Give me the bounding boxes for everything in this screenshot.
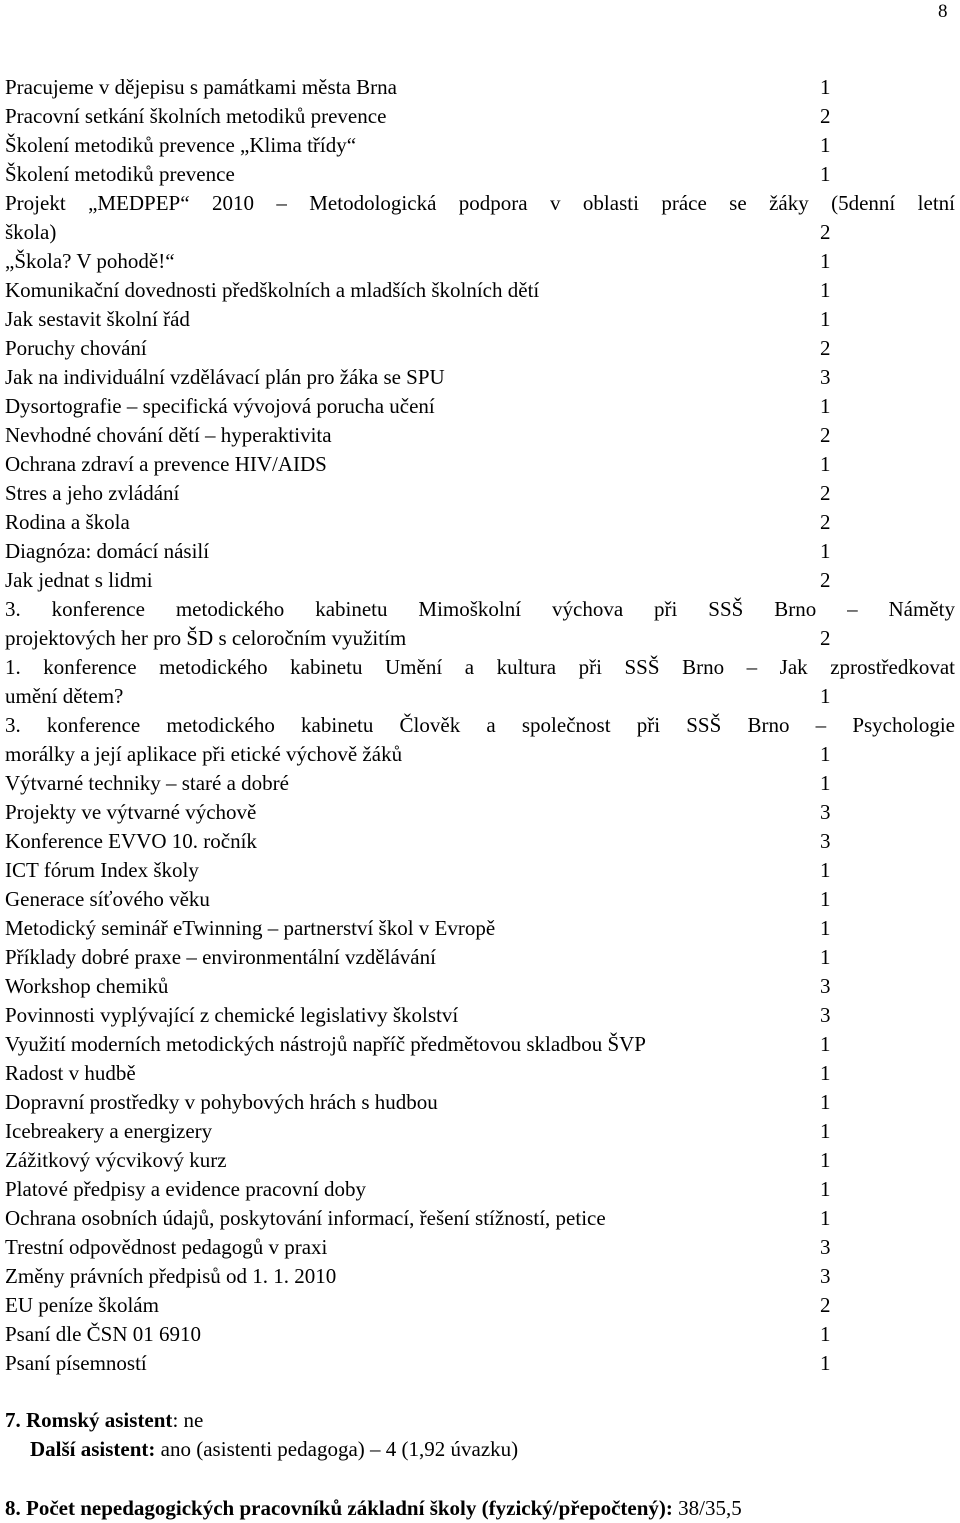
list-item xyxy=(5,885,955,914)
list-item-count: 1 xyxy=(820,162,831,186)
list-item xyxy=(5,102,955,131)
list-item-count: 1 xyxy=(820,858,831,882)
list-item-count: 3 xyxy=(820,829,831,853)
list-item xyxy=(5,1204,955,1233)
list-item-text-line1: Projekt „MEDPEP“ 2010 – Metodologická podpora v oblasti práce se žáky (5denní letní xyxy=(5,191,955,215)
list-item-count: 1 xyxy=(820,249,831,273)
list-item-text: Pracujeme v dějepisu s památkami města Brna xyxy=(5,75,397,99)
list-item-text: Platové předpisy a evidence pracovní doby xyxy=(5,1177,366,1201)
list-item-text: Projekty ve výtvarné výchově xyxy=(5,800,257,824)
list-item-count: 1 xyxy=(820,539,831,563)
list-item-count: 1 xyxy=(820,1322,831,1346)
list-item-text-line2: umění dětem? xyxy=(5,684,124,708)
list-item-count: 3 xyxy=(820,1003,831,1027)
list-item-count: 2 xyxy=(820,510,831,534)
list-item-text: Jak na individuální vzdělávací plán pro žáka se SPU xyxy=(5,365,445,389)
list-item-text: Komunikační dovednosti předškolních a mladších školních dětí xyxy=(5,278,540,302)
list-item-count: 1 xyxy=(820,452,831,476)
list-item xyxy=(5,1059,955,1088)
section-7-sub-value: ano (asistenti pedagoga) – 4 (1,92 úvazku) xyxy=(155,1437,519,1461)
list-item-text: Dopravní prostředky v pohybových hrách s hudbou xyxy=(5,1090,438,1114)
section-7-label: 7. Romský asistent xyxy=(5,1408,173,1432)
list-item xyxy=(5,943,955,972)
list-item-count: 1 xyxy=(820,394,831,418)
list-item-text-line1: 3. konference metodického kabinetu Člověk a společnost při SSŠ Brno – Psychologie xyxy=(5,713,955,737)
list-item-text: Generace síťového věku xyxy=(5,887,210,911)
list-item xyxy=(5,1175,955,1204)
list-item-count: 1 xyxy=(820,887,831,911)
list-item-count: 1 xyxy=(820,1061,831,1085)
section-7-sub xyxy=(30,1435,518,1464)
list-item-text: Poruchy chování xyxy=(5,336,147,360)
list-item-text: Stres a jeho zvládání xyxy=(5,481,180,505)
list-item xyxy=(5,1262,955,1291)
list-item-text: Ochrana zdraví a prevence HIV/AIDS xyxy=(5,452,327,476)
section-7 xyxy=(5,1406,203,1435)
list-item-text-line2: škola) xyxy=(5,220,57,244)
list-item-count: 1 xyxy=(820,307,831,331)
list-item-text: Změny právních předpisů od 1. 1. 2010 xyxy=(5,1264,337,1288)
list-item xyxy=(5,479,955,508)
list-item-text: „Škola? V pohodě!“ xyxy=(5,249,175,273)
list-item xyxy=(5,769,955,798)
list-item-text-line2: projektových her pro ŠD s celoročním využitím xyxy=(5,626,407,650)
list-item-text-line1: 3. konference metodického kabinetu Mimoškolní výchova při SSŠ Brno – Náměty xyxy=(5,597,955,621)
list-item-count: 2 xyxy=(820,1293,831,1317)
list-item-count: 2 xyxy=(820,481,831,505)
list-item-text: Pracovní setkání školních metodiků prevence xyxy=(5,104,387,128)
list-item-count: 1 xyxy=(820,1177,831,1201)
list-item-text: Icebreakery a energizery xyxy=(5,1119,213,1143)
list-item-text: Ochrana osobních údajů, poskytování informací, řešení stížností, petice xyxy=(5,1206,606,1230)
list-item-count: 3 xyxy=(820,365,831,389)
list-item-text: Radost v hudbě xyxy=(5,1061,136,1085)
list-item xyxy=(5,537,955,566)
page-number: 8 xyxy=(938,1,948,22)
list-item xyxy=(5,566,955,595)
list-item-text: Trestní odpovědnost pedagogů v praxi xyxy=(5,1235,328,1259)
list-item-text: Diagnóza: domácí násilí xyxy=(5,539,210,563)
list-item xyxy=(5,276,955,305)
training-list xyxy=(5,73,955,1378)
list-item-text: Jak sestavit školní řád xyxy=(5,307,190,331)
list-item-count: 1 xyxy=(820,1032,831,1056)
list-item xyxy=(5,1030,955,1059)
list-item-count: 3 xyxy=(820,800,831,824)
list-item xyxy=(5,334,955,363)
list-item xyxy=(5,1233,955,1262)
list-item-count: 1 xyxy=(820,771,831,795)
list-item-text-line2: morálky a její aplikace při etické výchově žáků xyxy=(5,742,403,766)
list-item-text: ICT fórum Index školy xyxy=(5,858,199,882)
list-item-count: 2 xyxy=(820,220,831,244)
list-item xyxy=(5,1117,955,1146)
list-item-count: 1 xyxy=(820,1148,831,1172)
list-item-count: 1 xyxy=(820,1119,831,1143)
list-item xyxy=(5,247,955,276)
list-item xyxy=(5,421,955,450)
section-8-label: 8. Počet nepedagogických pracovníků základní školy (fyzický/přepočtený): xyxy=(5,1496,673,1520)
list-item-count: 1 xyxy=(820,945,831,969)
list-item-count: 1 xyxy=(820,1090,831,1114)
list-item xyxy=(5,189,955,247)
list-item-text: Metodický seminář eTwinning – partnerství škol v Evropě xyxy=(5,916,496,940)
list-item-count: 3 xyxy=(820,1235,831,1259)
list-item-count: 1 xyxy=(820,278,831,302)
list-item-text: Příklady dobré praxe – environmentální vzdělávání xyxy=(5,945,436,969)
list-item xyxy=(5,363,955,392)
list-item-text: Školení metodiků prevence xyxy=(5,162,235,186)
list-item xyxy=(5,131,955,160)
section-7-sub-label: Další asistent: xyxy=(30,1437,156,1461)
list-item-text: Školení metodiků prevence „Klima třídy“ xyxy=(5,133,357,157)
list-item-text: Výtvarné techniky – staré a dobré xyxy=(5,771,289,795)
list-item xyxy=(5,1291,955,1320)
list-item xyxy=(5,160,955,189)
list-item xyxy=(5,827,955,856)
list-item-count: 1 xyxy=(820,1351,831,1375)
list-item-text: Workshop chemiků xyxy=(5,974,169,998)
section-7-value: : ne xyxy=(172,1408,204,1432)
list-item xyxy=(5,73,955,102)
list-item xyxy=(5,1001,955,1030)
list-item xyxy=(5,1349,955,1378)
list-item xyxy=(5,1320,955,1349)
list-item-text: EU peníze školám xyxy=(5,1293,159,1317)
list-item-count: 2 xyxy=(820,104,831,128)
list-item-text: Využití moderních metodických nástrojů napříč předmětovou skladbou ŠVP xyxy=(5,1032,646,1056)
list-item-count: 2 xyxy=(820,423,831,447)
list-item-count: 3 xyxy=(820,974,831,998)
list-item-text: Psaní dle ČSN 01 6910 xyxy=(5,1322,202,1346)
list-item-text: Povinnosti vyplývající z chemické legislativy školství xyxy=(5,1003,459,1027)
list-item-text: Rodina a škola xyxy=(5,510,130,534)
list-item-text: Dysortografie – specifická vývojová porucha učení xyxy=(5,394,435,418)
list-item-text: Zážitkový výcvikový kurz xyxy=(5,1148,227,1172)
list-item-count: 1 xyxy=(820,916,831,940)
list-item xyxy=(5,711,955,769)
list-item-count: 1 xyxy=(820,133,831,157)
list-item xyxy=(5,798,955,827)
list-item xyxy=(5,856,955,885)
list-item xyxy=(5,1146,955,1175)
list-item xyxy=(5,595,955,653)
list-item xyxy=(5,653,955,711)
list-item-text-line1: 1. konference metodického kabinetu Umění a kultura při SSŠ Brno – Jak zprostředkovat xyxy=(5,655,955,679)
list-item xyxy=(5,1088,955,1117)
list-item-count: 1 xyxy=(820,684,831,708)
list-item-text: Konference EVVO 10. ročník xyxy=(5,829,257,853)
list-item-count: 2 xyxy=(820,336,831,360)
list-item xyxy=(5,305,955,334)
list-item-count: 2 xyxy=(820,568,831,592)
list-item-count: 1 xyxy=(820,742,831,766)
list-item xyxy=(5,508,955,537)
list-item-count: 2 xyxy=(820,626,831,650)
section-8-value: 38/35,5 xyxy=(672,1496,742,1520)
list-item-text: Jak jednat s lidmi xyxy=(5,568,153,592)
list-item xyxy=(5,972,955,1001)
list-item-text: Psaní písemností xyxy=(5,1351,147,1375)
list-item-count: 1 xyxy=(820,1206,831,1230)
list-item xyxy=(5,914,955,943)
list-item xyxy=(5,392,955,421)
list-item-text: Nevhodné chování dětí – hyperaktivita xyxy=(5,423,332,447)
list-item-count: 1 xyxy=(820,75,831,99)
section-8 xyxy=(5,1494,742,1523)
list-item-count: 3 xyxy=(820,1264,831,1288)
list-item xyxy=(5,450,955,479)
